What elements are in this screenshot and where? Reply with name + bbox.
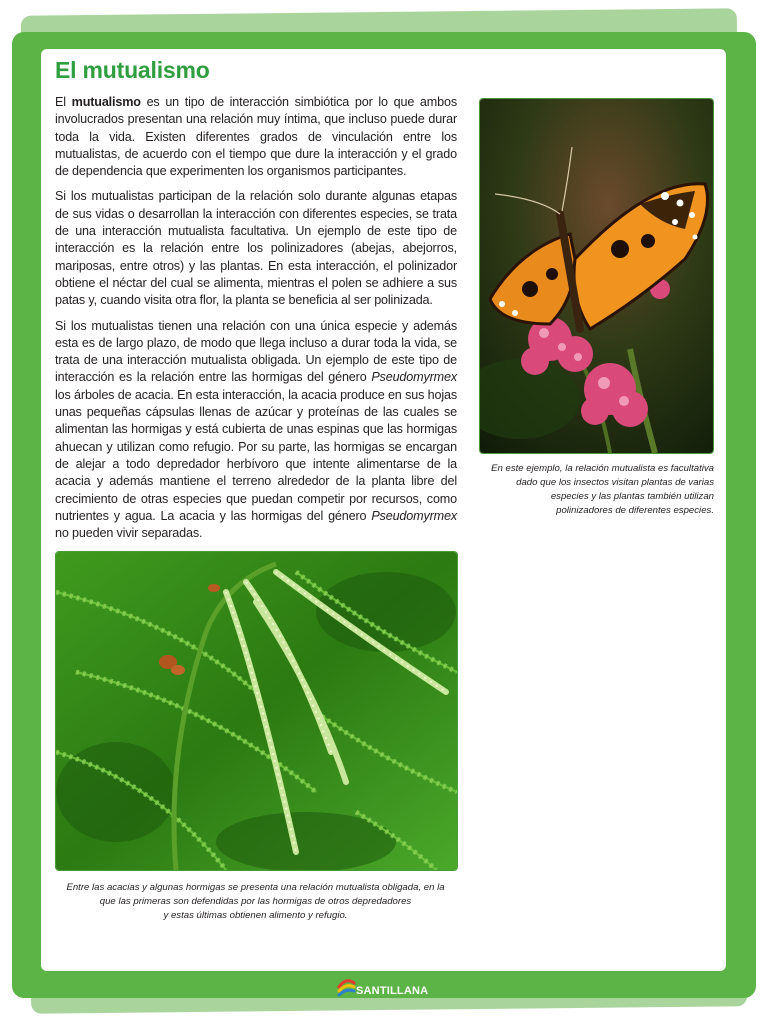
caption-line: polinizadores de diferentes especies. xyxy=(556,505,714,516)
genus-name: Pseudomyrmex xyxy=(371,370,457,385)
text-run: no pueden vivir separadas. xyxy=(55,526,203,541)
caption-line: que las primeras son defendidas por las hormigas de otros depredadores xyxy=(99,896,412,907)
genus-name: Pseudomyrmex xyxy=(371,508,457,523)
acacia-photo xyxy=(55,551,458,871)
acacia-caption xyxy=(55,881,456,923)
text-run: Si los mutualistas tienen una relación con una única especie y además esta es de largo plazo, de modo que llega incluso a durar toda la vida, se trata de una interacción mutualista obligada. Un ejemplo de este tipo de interacción es la relación entre las hormigas del género xyxy=(55,318,457,385)
paragraph-facultative: Si los mutualistas participan de la relación solo durante algunas etapas de sus vidas o desarrollan la interacción con diferentes especies, se trata de una interacción mutualista facultativa. Un ejemplo de este tipo de interacción es la relación entre los polinizadores (abejas, abejorros, mariposas, entre otros) y las plantas. En esta interacción, el polinizador obtiene el néctar del cual se alimenta, mientras el polen se adhiere a sus patas y, cuando visita otra flor, la planta se beneficia al ser polinizada. xyxy=(55,189,457,308)
text-run: El xyxy=(55,95,72,109)
text-run: es un tipo de interacción simbiótica por lo que ambos involucrados presentan una relación muy íntima, que incluso puede durar toda la vida. Existen diferentes grados de vinculación entre los mutualistas, de acuerdo con el tiempo que dure la interacción y el grado de dependencia que experimenten los organismos participantes. xyxy=(55,95,457,179)
butterfly-photo xyxy=(479,98,714,454)
caption-line: especies y las plantas también utilizan xyxy=(550,491,714,502)
caption-line: y estas últimas obtienen alimento y refugio. xyxy=(163,910,348,921)
article-body xyxy=(55,94,457,550)
caption-line: dado que los insectos visitan plantas de varias xyxy=(516,477,714,488)
page-title: El mutualismo xyxy=(55,57,210,83)
key-term: mutualismo xyxy=(71,95,141,109)
paragraph-obligate xyxy=(55,318,457,543)
paragraph-definition xyxy=(55,94,457,180)
caption-line: En este ejemplo, la relación mutualista es facultativa xyxy=(491,463,714,474)
butterfly-caption xyxy=(476,462,714,518)
caption-line: Entre las acacias y algunas hormigas se presenta una relación mutualista obligada, en la xyxy=(66,882,445,893)
publisher-logo xyxy=(336,977,436,1001)
logo-mark-icon xyxy=(336,977,356,1001)
publisher-name: SANTILLANA xyxy=(356,985,429,997)
text-run: los árboles de acacia. En esta interacción, la acacia produce en sus hojas unas pequeñas cápsulas llenas de azúcar y proteínas de las cuales se alimentan las hormigas y está cubierta de unas espinas que las hormigas ahuecan y utilizan como refugio. Por su parte, las hormigas se encargan de alejar a todo depredador herbívoro que intente alimentarse de la acacia y además mantiene el terreno alrededor de la planta libre del crecimiento de otras especies que puedan competir por recursos, como nutrientes y agua. La acacia y las hormigas del género xyxy=(55,387,457,523)
